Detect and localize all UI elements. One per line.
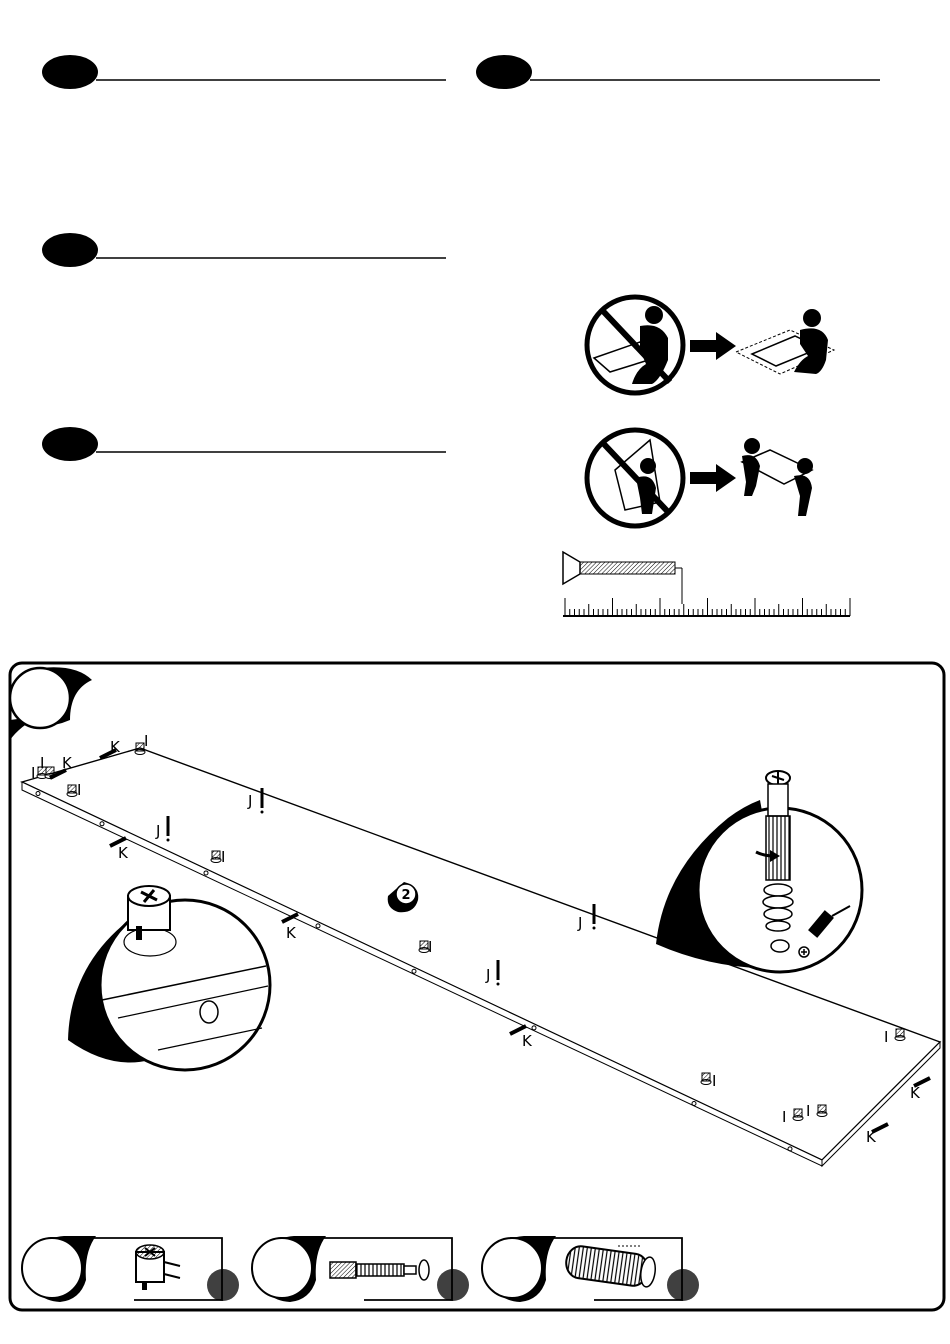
part-label-pin: K <box>866 1128 876 1146</box>
part-label-cam: I <box>77 781 82 799</box>
cam-bolt-icon <box>330 1260 429 1280</box>
part-label-dowel: J <box>248 792 253 810</box>
part-label-pin: K <box>118 844 128 862</box>
no-lift-alone-icon <box>587 430 683 526</box>
no-kneel-on-panel-icon <box>587 297 683 393</box>
part-label-cam: I <box>144 732 149 750</box>
part-label-dowel: J <box>156 822 161 840</box>
part-label-cam: I <box>806 1102 811 1120</box>
part-card-bolt <box>252 1236 469 1302</box>
part-label-cam: I <box>428 938 433 956</box>
cam-detail-bubble <box>68 886 270 1070</box>
part-label-cam: I <box>31 764 36 782</box>
section-header-middle-left <box>42 233 446 267</box>
screw-size-ruler-icon <box>563 552 850 616</box>
part-label-pin: K <box>286 924 296 942</box>
part-label-cam: I <box>712 1072 717 1090</box>
cam-lock-icon <box>136 1245 180 1290</box>
part-card-dowel <box>482 1236 699 1302</box>
part-label-pin: K <box>62 754 72 772</box>
section-header-lower-left <box>42 427 446 461</box>
cam-marker-icon <box>67 785 77 797</box>
cam-marker-icon <box>211 851 221 863</box>
part-label-cam: I <box>884 1028 889 1046</box>
part-label-cam: I <box>782 1108 787 1126</box>
part-label-cam: I <box>40 754 45 772</box>
wooden-dowel-icon <box>564 1244 657 1287</box>
cam-marker-icon <box>817 1105 827 1117</box>
kneel-on-cardboard-icon <box>736 309 834 374</box>
part-label-pin: K <box>110 738 120 756</box>
arrow-right-icon <box>690 464 736 492</box>
part-card-cam <box>22 1236 239 1302</box>
part-label-pin: K <box>522 1032 532 1050</box>
quantity-badge-icon <box>437 1269 469 1301</box>
quantity-badge-icon <box>207 1269 239 1301</box>
cam-marker-icon <box>895 1029 905 1041</box>
part-label-cam: I <box>221 848 226 866</box>
section-header-top-right <box>476 55 880 89</box>
panel-marker-label: 2 <box>401 888 411 903</box>
part-label-dowel: J <box>578 914 583 932</box>
bolt-detail-bubble <box>656 771 862 972</box>
section-badge-icon <box>42 55 98 89</box>
part-label-dowel: J <box>486 966 491 984</box>
arrow-right-icon <box>690 332 736 360</box>
section-badge-icon <box>42 233 98 267</box>
part-label-pin: K <box>910 1084 920 1102</box>
two-person-carry-icon <box>742 438 813 516</box>
cam-marker-icon <box>793 1109 803 1121</box>
quantity-badge-icon <box>667 1269 699 1301</box>
section-header-top-left <box>42 55 446 89</box>
section-badge-icon <box>42 427 98 461</box>
cam-marker-icon <box>701 1073 711 1085</box>
section-badge-icon <box>476 55 532 89</box>
